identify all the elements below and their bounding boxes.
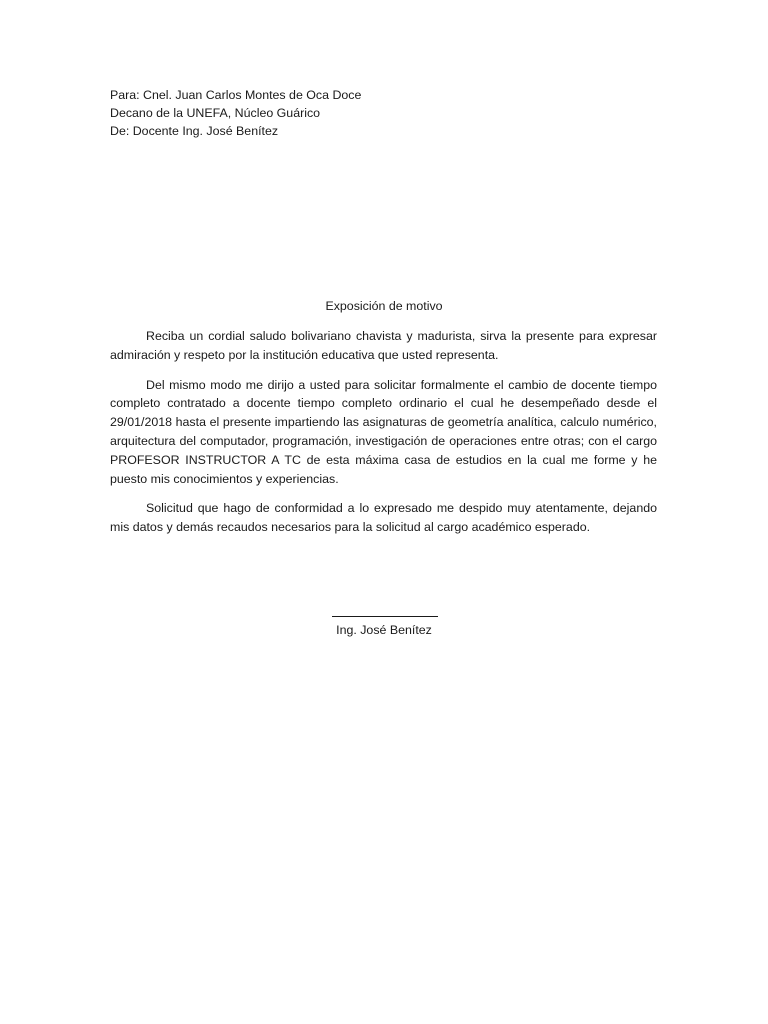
body-paragraph: Del mismo modo me dirijo a usted para solicitar formalmente el cambio de docente tiempo completo contratado a docente tiempo completo ordinario el cual he desempeñado desde el 29/01/2018 hasta el presente impartiendo las asignaturas de geometría analítica, calculo numérico, arquitectura del computador, programación, investigación de operaciones entre otras; con el cargo PROFESOR INSTRUCTOR A TC de esta máxima casa de estudios en la cual me forme y he puesto mis conocimientos y experiencias.: [110, 377, 657, 486]
document-title: Exposición de motivo: [325, 299, 443, 313]
recipient-title-line: Decano de la UNEFA, Núcleo Guárico: [110, 106, 321, 120]
letter-header: [110, 86, 361, 140]
signature-line: [332, 616, 438, 617]
body-paragraph: Reciba un cordial saludo bolivariano chavista y madurista, sirva la presente para expresar admiración y respeto por la institución educativa que usted representa.: [110, 329, 657, 362]
recipient-line: Para: Cnel. Juan Carlos Montes de Oca Doce: [110, 88, 362, 102]
sender-line: De: Docente Ing. José Benítez: [110, 124, 279, 138]
letter-body: [110, 327, 657, 548]
signature-name: Ing. José Benítez: [336, 623, 432, 637]
signature-block: [0, 616, 768, 639]
body-paragraph: Solicitud que hago de conformidad a lo expresado me despido muy atentamente, dejando mis datos y demás recaudos necesarios para la solicitud al cargo académico esperado.: [110, 501, 657, 535]
